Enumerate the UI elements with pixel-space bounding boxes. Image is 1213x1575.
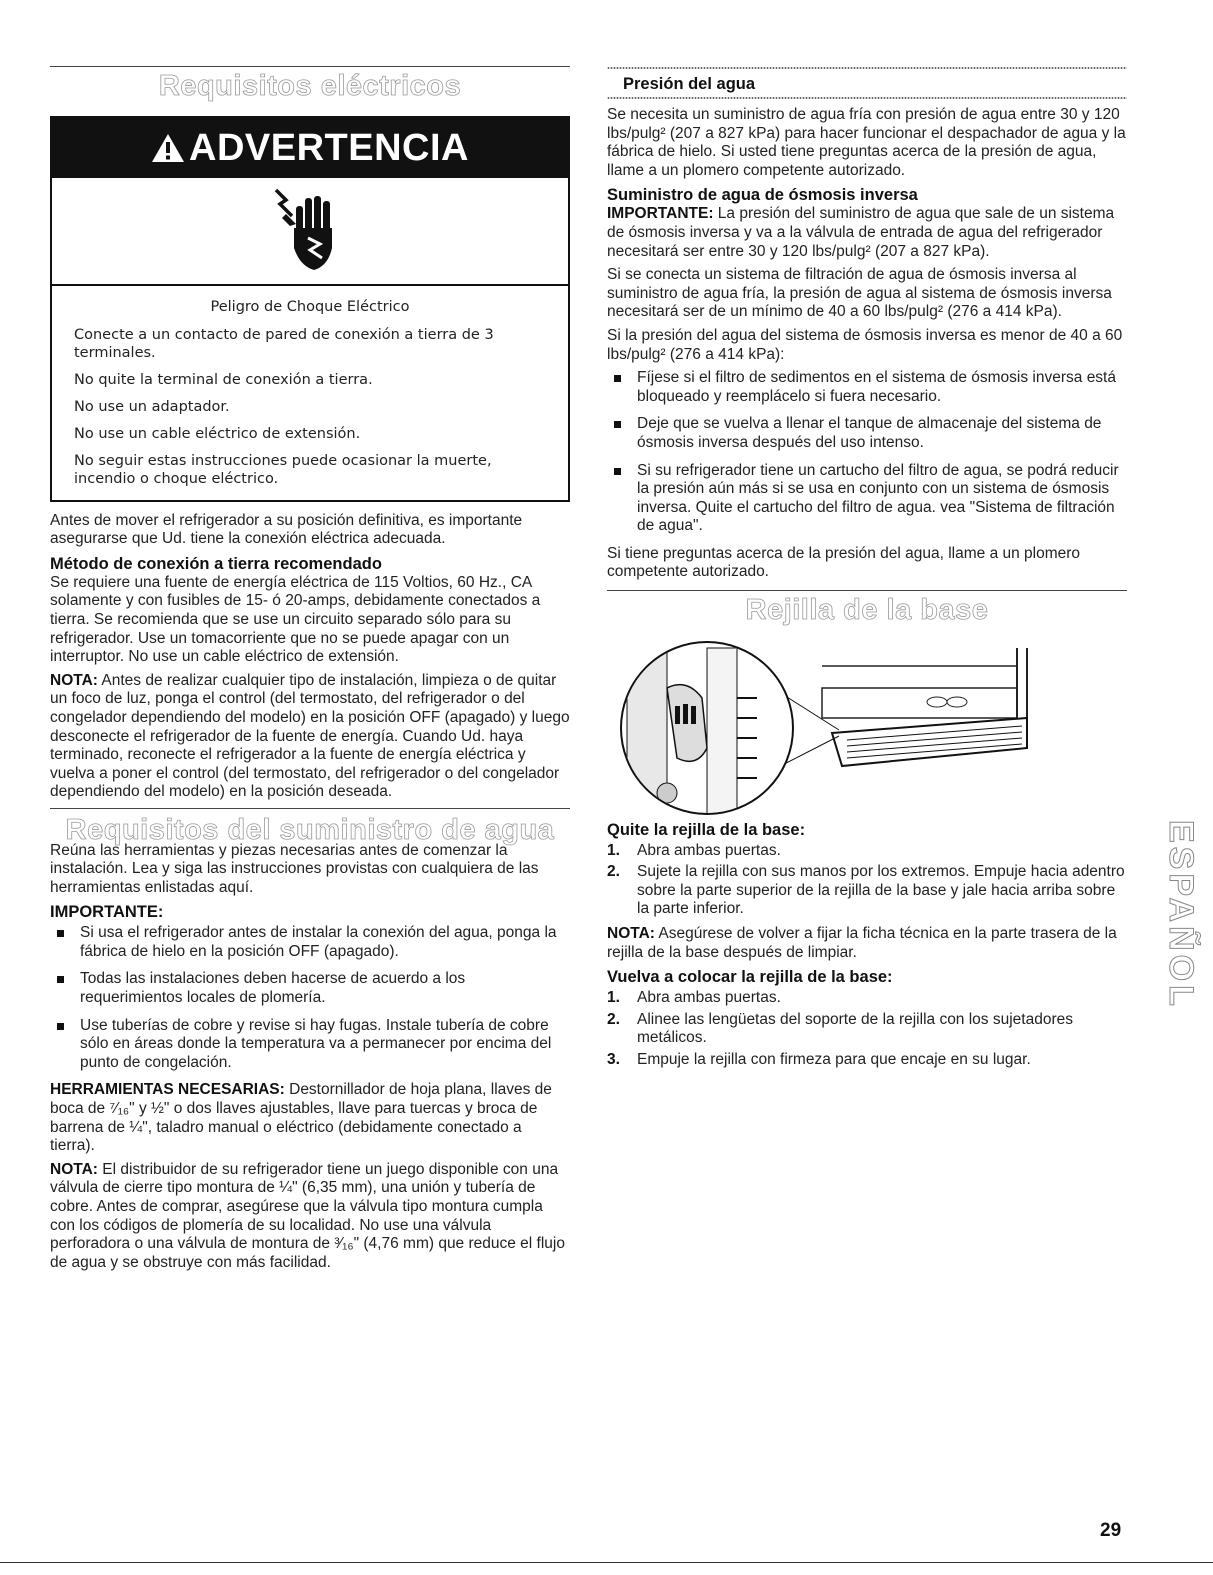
warning-header-text: ADVERTENCIA — [189, 126, 469, 169]
right-column — [607, 66, 1127, 1076]
step-item: 3. Empuje la rejilla con firmeza para que encaje en su lugar. — [607, 1051, 1031, 1068]
replace-steps — [607, 989, 1127, 1069]
list-item: Deje que se vuelva a llenar el tanque de almacenaje del sistema de ósmosis inversa después del uso intenso. — [607, 415, 1127, 452]
bottom-rule — [0, 1562, 1213, 1563]
side-tab-text: ESPAÑOL — [1162, 820, 1200, 1010]
nota-paragraph — [50, 672, 570, 802]
nota-text: El distribuidor de su refrigerador tiene un juego disponible con una válvula de cierre tipo montura de ¼" (6,35 mm), una unión y tubería de cobre. Antes de comprar, asegúrese que la válvula tipo montura cumpla con los códigos de plomería de su localidad. No use una válvula perforadora o una válvula de montura de ³⁄₁₆" (4,76 mm) que reduce el flujo de agua y se obstruye con más facilidad. — [50, 1160, 565, 1271]
list-item: Fíjese si el filtro de sedimentos en el sistema de ósmosis inversa está bloqueado y reemplácelo si fuera necesario. — [607, 369, 1127, 406]
tools-text: Destornillador de hoja plana, llaves de boca de ⁷⁄₁₆" y ½" o dos llaves ajustables, llave para tuercas y broca de barrena de ¼", taladro manual o eléctrico (debidamente conectado a tierra). — [50, 1081, 552, 1155]
warning-triangle-icon — [151, 119, 185, 179]
warning-line: No quite la terminal de conexión a tierra. — [74, 371, 373, 388]
tools-label: HERRAMIENTAS NECESARIAS: — [50, 1081, 285, 1099]
nota-paragraph — [50, 1161, 570, 1273]
ro-heading: Suministro de agua de ósmosis inversa — [607, 186, 918, 205]
ro-important-text: La presión del suministro de agua que sale de un sistema de ósmosis inversa y va a la válvula de entrada de agua del refrigerador necesitará ser entre 30 y 120 lbs/pulg² (207 a 827 kPa). — [607, 205, 1115, 260]
important-list — [50, 924, 570, 1072]
ground-heading: Método de conexión a tierra recomendado — [50, 554, 382, 573]
left-column — [50, 66, 570, 1277]
list-item: Todas las instalaciones deben hacerse de acuerdo a los requerimientos locales de plomería. — [50, 970, 570, 1007]
remove-steps — [607, 842, 1127, 919]
step-item: 2. Alinee las lengüetas del soporte de la rejilla con los sujetadores metálicos. — [607, 1010, 1073, 1047]
section-rule — [50, 66, 570, 67]
grille-nota-paragraph — [607, 925, 1127, 962]
warning-box — [50, 116, 570, 502]
section-rule — [50, 808, 570, 809]
warning-line: No seguir estas instrucciones puede ocasionar la muerte, incendio o choque eléctrico. — [74, 452, 492, 487]
pressure-text: Se necesita un suministro de agua fría con presión de agua entre 30 y 120 lbs/pulg² (207 a 827 kPa) para hacer funcionar el despachador de agua y la fábrica de hielo. Si usted tiene preguntas acerca de la presión de agua, llame a un plomero competente autorizado. — [607, 106, 1126, 179]
step-item: 1. Abra ambas puertas. — [607, 989, 781, 1007]
nota-label: NOTA: — [50, 1160, 98, 1178]
page-number: 29 — [1100, 1520, 1122, 1541]
electric-shock-hand-icon — [52, 178, 568, 286]
ro-important-label: IMPORTANTE: — [607, 205, 714, 223]
remove-heading: Quite la rejilla de la base: — [607, 820, 806, 839]
ro-paragraph: Si la presión del agua del sistema de ósmosis inversa es menor de 40 a 60 lbs/pulg² (276 a 414 kPa): — [607, 326, 1123, 363]
base-grille-illustration — [607, 628, 1127, 814]
section-title-grille: Rejilla de la base — [745, 594, 989, 627]
ground-text: Se requiere una fuente de energía eléctrica de 115 Voltios, 60 Hz., CA solamente y con fusibles de 15- ó 20-amps, debidamente conectados a tierra. Se recomienda que se use un circuito separado sólo para su refrigerador. Use un tomacorriente que no se puede apagar con un interruptor. No use un cable eléctrico de extensión. — [50, 573, 541, 666]
important-heading: IMPORTANTE: — [50, 903, 164, 922]
ro-important-paragraph — [607, 205, 1127, 261]
water-intro: Reúna las herramientas y piezas necesarias antes de comenzar la instalación. Lea y siga las instrucciones provistas con cualquiera de las herramientas enlistadas aquí. — [50, 841, 539, 896]
ro-paragraph: Si tiene preguntas acerca de la presión del agua, llame a un plomero competente autorizado. — [607, 544, 1081, 581]
dotted-rule — [607, 66, 1127, 70]
electrical-intro: Antes de mover el refrigerador a su posición definitiva, es importante asegurarse que Ud. tiene la conexión eléctrica adecuada. — [50, 511, 523, 548]
warning-header — [52, 118, 568, 178]
nota-label: NOTA: — [607, 925, 655, 943]
nota-text: Antes de realizar cualquier tipo de instalación, limpieza o de quitar un foco de luz, ponga el control (del termostato, del refrigerador o del congelador dependiendo del modelo) en la posición OFF (apagado) y luego desconecte el refrigerador de la fuente de energía. Cuando Ud. haya terminado, reconecte el refrigerador a la fuente de energía eléctrica y vuelva a poner el control (del termostato, del refrigerador o del congelador dependiendo del modelo) en la posición deseada. — [50, 671, 570, 801]
language-side-tab — [1151, 816, 1200, 1060]
dotted-rule — [607, 96, 1127, 100]
warning-line: Conecte a un contacto de pared de conexión a tierra de 3 terminales. — [74, 326, 494, 361]
tools-paragraph — [50, 1081, 570, 1155]
step-item: 2. Sujete la rejilla con sus manos por los extremos. Empuje hacia adentro sobre la parte superior de la rejilla de la base y jale hacia arriba sobre la parte inferior. — [607, 863, 1125, 918]
ro-list — [607, 369, 1127, 536]
list-item: Si usa el refrigerador antes de instalar la conexión del agua, ponga la fábrica de hielo en la posición OFF (apagado). — [50, 924, 570, 961]
pressure-heading: Presión del agua — [623, 75, 756, 93]
warning-danger-label: Peligro de Choque Eléctrico — [210, 298, 410, 315]
warning-line: No use un cable eléctrico de extensión. — [74, 425, 361, 442]
section-rule — [607, 590, 1127, 591]
section-title-water: Requisitos del suministro de agua — [65, 813, 555, 846]
warning-body — [52, 286, 568, 500]
step-item: 1. Abra ambas puertas. — [607, 841, 781, 859]
nota-label: NOTA: — [50, 671, 98, 689]
warning-line: No use un adaptador. — [74, 398, 230, 415]
list-item: Si su refrigerador tiene un cartucho del filtro de agua, se podrá reducir la presión aún más si se usa en conjunto con un sistema de ósmosis inversa. Quite el cartucho del filtro de agua. vea "Sistema de filtración de agua". — [607, 462, 1127, 536]
section-title-electrical: Requisitos eléctricos — [158, 70, 462, 102]
ro-paragraph: Si se conecta un sistema de filtración de agua de ósmosis inversa al suministro de agua fría, la presión de agua al sistema de ósmosis inversa necesitará ser de un mínimo de 40 a 60 lbs/pulg² (276 a 414 kPa). — [607, 266, 1112, 321]
nota-text: Asegúrese de volver a fijar la ficha técnica en la parte trasera de la rejilla de la base después de limpiar. — [607, 925, 1117, 961]
replace-heading: Vuelva a colocar la rejilla de la base: — [607, 968, 893, 987]
list-item: Use tuberías de cobre y revise si hay fugas. Instale tubería de cobre sólo en áreas donde la temperatura va a permanecer por encima del punto de congelación. — [50, 1017, 570, 1073]
